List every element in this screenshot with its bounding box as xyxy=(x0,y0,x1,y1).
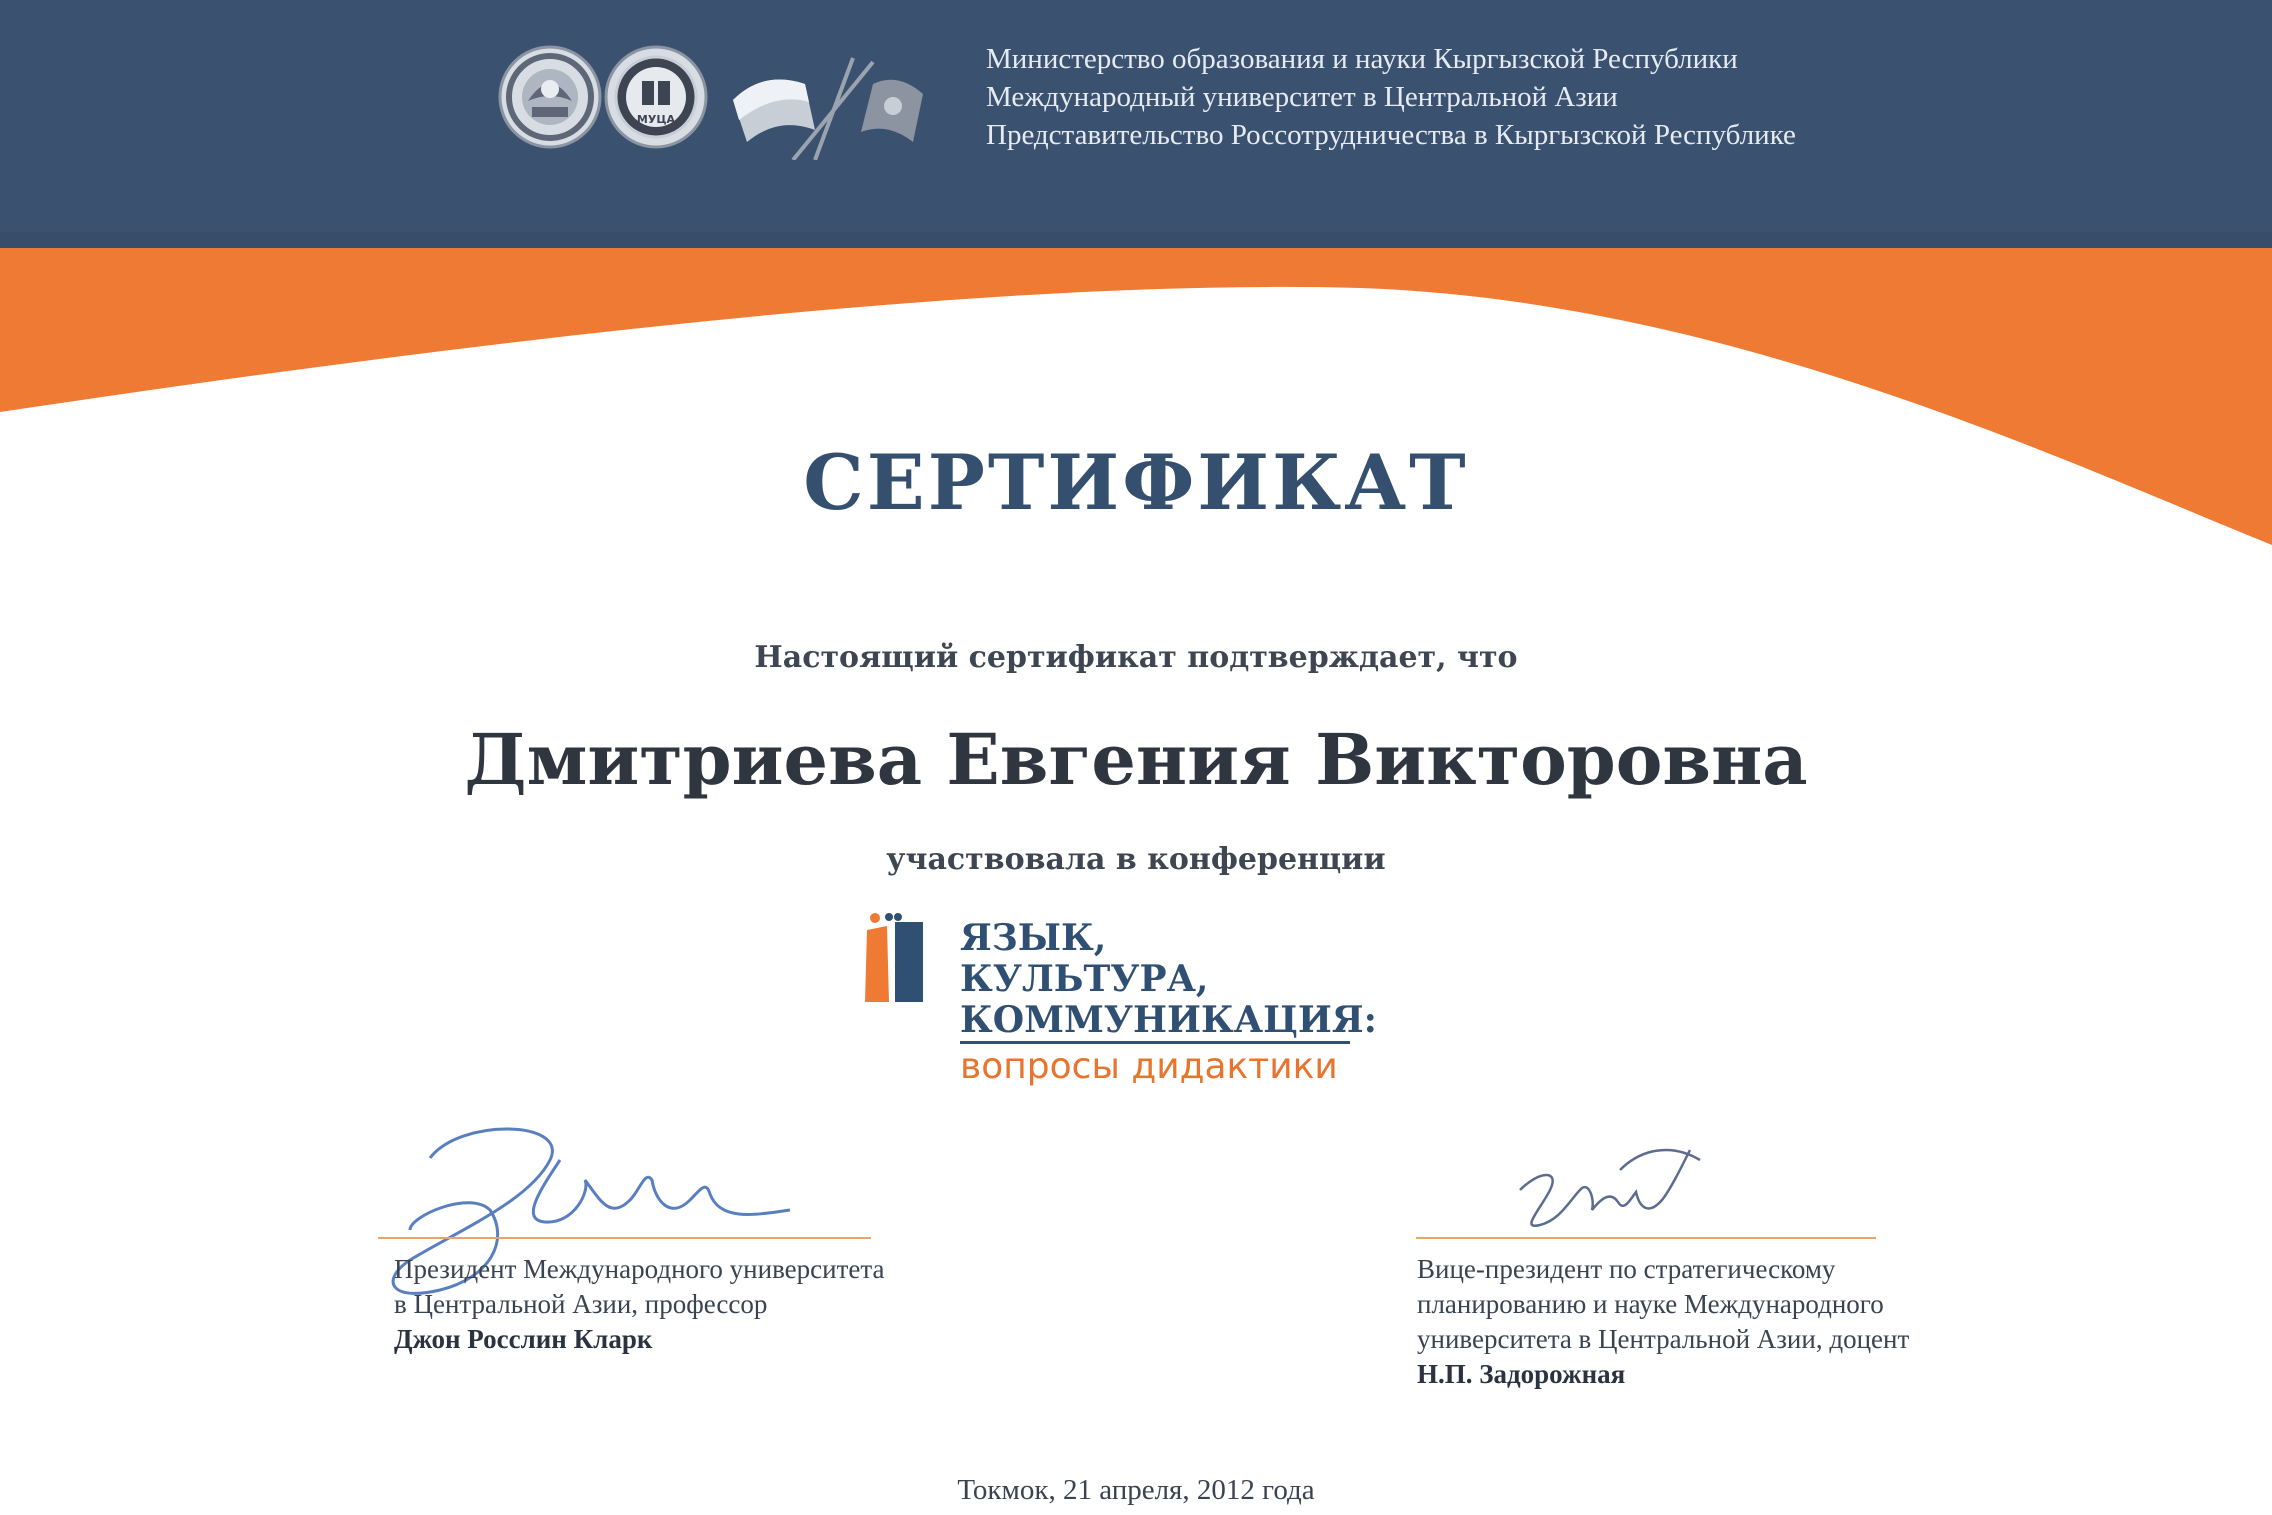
signature-line-left xyxy=(378,1237,871,1239)
iuca-seal-text: МУЦА xyxy=(636,113,676,126)
signatory-right-name: Н.П. Задорожная xyxy=(1417,1359,1626,1389)
signatory-left-name: Джон Росслин Кларк xyxy=(394,1324,653,1354)
place-date: Токмок, 21 апреля, 2012 года xyxy=(957,1474,1315,1506)
certificate-title: СЕРТИФИКАТ xyxy=(803,438,1469,527)
kyrgyz-state-emblem xyxy=(500,47,600,147)
participation-text: участвовала в конференции xyxy=(886,842,1386,877)
iuca-seal xyxy=(606,47,706,147)
signatory-right-role-1: Вице-президент по стратегическому xyxy=(1417,1254,1836,1284)
conference-title-line-3: КОММУНИКАЦИЯ: xyxy=(960,1000,1350,1044)
crossed-flags-emblem xyxy=(733,58,923,160)
signature-line-right xyxy=(1416,1237,1876,1239)
certificate-intro: Настоящий сертификат подтверждает, что xyxy=(754,640,1518,675)
conference-title-line-1: ЯЗЫК, xyxy=(960,917,1107,959)
header-line-rossotrudnichestvo: Представительство Россотрудничества в Кыргызской Республике xyxy=(986,119,1796,151)
signatory-left xyxy=(394,1252,884,1357)
header-line-ministry: Министерство образования и науки Кыргызской Республики xyxy=(986,43,1738,75)
conference-title xyxy=(960,918,1440,1090)
header-emblems xyxy=(498,40,948,160)
signatory-right-role-3: университета в Центральной Азии, доцент xyxy=(1417,1324,1910,1354)
signatory-left-role-1: Президент Международного университета xyxy=(394,1254,885,1284)
conference-title-line-2: КУЛЬТУРА, xyxy=(960,958,1209,1000)
conference-subtitle: вопросы дидактики xyxy=(960,1046,1338,1087)
signatory-right-role-2: планированию и науке Международного xyxy=(1417,1289,1884,1319)
signatory-right xyxy=(1417,1252,1909,1392)
conference-figures-icon xyxy=(865,912,923,1002)
signatory-left-role-2: в Центральной Азии, профессор xyxy=(394,1289,768,1319)
recipient-name: Дмитриева Евгения Викторовна xyxy=(464,718,1808,801)
header-line-university: Международный университет в Центральной Азии xyxy=(986,81,1618,113)
vice-president-signature xyxy=(1500,1130,1740,1240)
header-organizations xyxy=(986,40,1886,154)
